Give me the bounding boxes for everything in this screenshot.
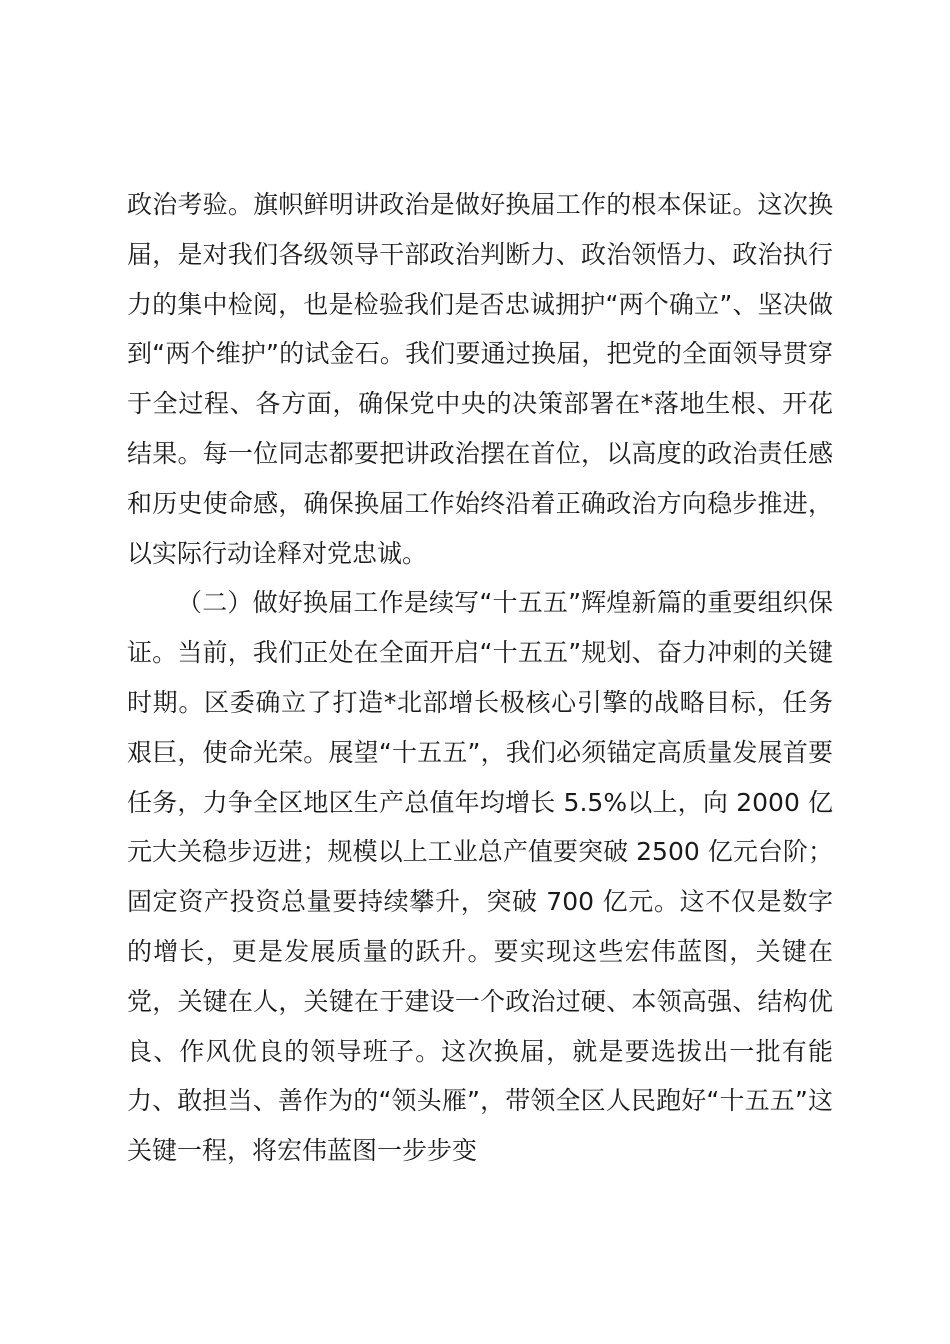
paragraph-political-test: 政治考验。旗帜鲜明讲政治是做好换届工作的根本保证。这次换届，是对我们各级领导干部政治判断力、政治领悟力、政治执行力的集中检阅，也是检验我们是否忠诚拥护“两个确立”、坚决做到“两个维护”的试金石。我们要通过换届，把党的全面领导贯穿于全过程、各方面，确保党中央的决策部署在*落地生根、开花结果。每一位同志都要把讲政治摆在首位，以高度的政治责任感和历史使命感，确保换届工作始终沿着正确政治方向稳步推进，以实际行动诠释对党忠诚。 [127,190,833,568]
paragraph-organizational-guarantee: （二）做好换届工作是续写“十五五”辉煌新篇的重要组织保证。当前，我们正处在全面开启“十五五”规划、奋力冲刺的关键时期。区委确立了打造*北部增长极核心引擎的战略目标，任务艰巨，使命光荣。展望“十五五”，我们必须锚定高质量发展首要任务，力争全区地区生产总值年均增长 5.5%以上，向 2000 亿元大关稳步迈进；规模以上工业总产值要突破 2500 亿元台阶；固定资产投资总量要持续攀升，突破 700 亿元。这不仅是数字的增长，更是发展质量的跃升。要实现这些宏伟蓝图，关键在党，关键在人，关键在于建设一个政治过硬、本领高强、结构优良、作风优良的领导班子。这次换届，就是要选拔出一批有能力、敢担当、善作为的“领头雁”，带领全区人民跑好“十五五”这关键一程，将宏伟蓝图一步步变 [127,588,833,1166]
document-body [127,180,833,1176]
